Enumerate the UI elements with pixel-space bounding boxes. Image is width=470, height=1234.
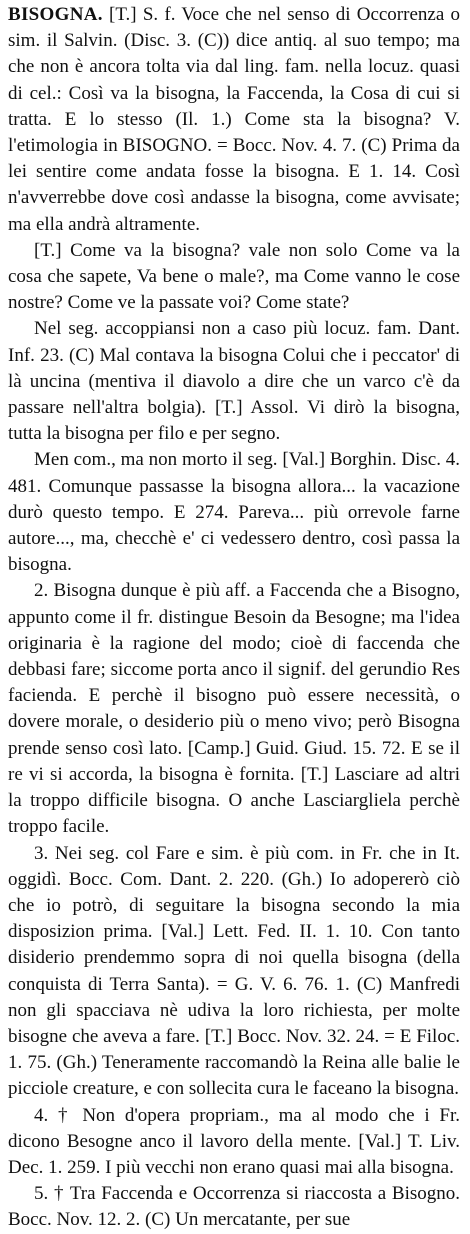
sense-5-paragraph: 5. † Tra Faccenda e Occorrenza si riaccosta a Bisogno. Bocc. Nov. 12. 2. (C) Un mercatante, per sue: [8, 1183, 460, 1231]
sense-3-paragraph: 3. Nei seg. col Fare e sim. è più com. in Fr. che in It. oggidì. Bocc. Com. Dant. 2. 220. (Gh.) Io adopererò ciò che io potrò, di seguitare la bisogna secondo la mia disposizion prima. [Val.] Lett. Fed. II. 1. 10. Con tanto disiderio prendemmo sopra di noi quella bisogna (della conquista di Terra Santa). = G. V. 6. 76. 1. (C) Manfredi non gli spacciava nè udiva la loro richiesta, per molte bisogne che aveva a fare. [T.] Bocc. Nov. 32. 24. = E Filoc. 1. 75. (Gh.) Teneramente raccomandò la Reina alle balie le picciole creature, e con sollecita cura le faceano la bisogna.: [8, 842, 460, 1100]
entry-paragraph: [T.] Come va la bisogna? vale non solo Come va la cosa che sapete, Va bene o male?, ma Come vanno le cose nostre? Come ve la passate voi? Come state?: [8, 239, 460, 314]
sense-4-paragraph: 4. † Non d'opera propriam., ma al modo che i Fr. dicono Besogne anco il lavoro della mente. [Val.] T. Liv. Dec. 1. 259. I più vecchi non erano quasi mai alla bisogna.: [8, 1104, 460, 1178]
entry-paragraph: Nel seg. accoppiansi non a caso più locuz. fam. Dant. Inf. 23. (C) Mal contava la bisogna Colui che i peccator' di là uncina (mentiva il diavolo a dire che un varco c'è da passare nell'altra bolgia). [T.] Assol. Vi dirò la bisogna, tutta la bisogna per filo e per segno.: [8, 318, 460, 445]
entry-intro-paragraph: [8, 2, 460, 238]
entry-intro-text: [T.] S. f. Voce che nel senso di Occorrenza o sim. il Salvin. (Disc. 3. (C)) dice antiq. al suo tempo; ma che non è ancora tolta via dal ling. fam. nella locuz. quasi di cel.: Così va la bisogna, la Faccenda, la Cosa di cui si tratta. E lo stesso (Il. 1.) Come sta la bisogna? V. l'etimologia in BISOGNO. = Bocc. Nov. 4. 7. (C) Prima da lei sentire come andata fosse la bisogna. E 1. 14. Così n'avverrebbe dove così andasse la bisogna, come avvisate; ma ella andrà altramente.: [8, 4, 460, 235]
sense-2-paragraph: 2. Bisogna dunque è più aff. a Faccenda che a Bisogno, appunto come il fr. distingue Besoin da Besogne; ma l'idea originaria è la ragione del modo; cioè di faccenda che debbasi fare; siccome porta anco il signif. del gerundio Res facienda. E perchè il bisogno può essere necessità, o dovere morale, o desiderio più o meno vivo; però Bisogna prende senso così lato. [Camp.] Guid. Giud. 15. 72. E se il re vi si accorda, la bisogna è fornita. [T.] Lasciare ad altri la troppo difficile bisogna. O anche Lasciarglielа perchè troppo facile.: [8, 580, 460, 838]
entry-headword: BISOGNA.: [8, 4, 103, 25]
entry-paragraph: Men com., ma non morto il seg. [Val.] Borghin. Disc. 4. 481. Comunque passasse la bisogna allora... la vacazione durò questo tempo. E 274. Pareva... più orrevole farne autore..., ma, checchè e' ci vedessero dentro, così passa la bisogna.: [8, 449, 460, 576]
